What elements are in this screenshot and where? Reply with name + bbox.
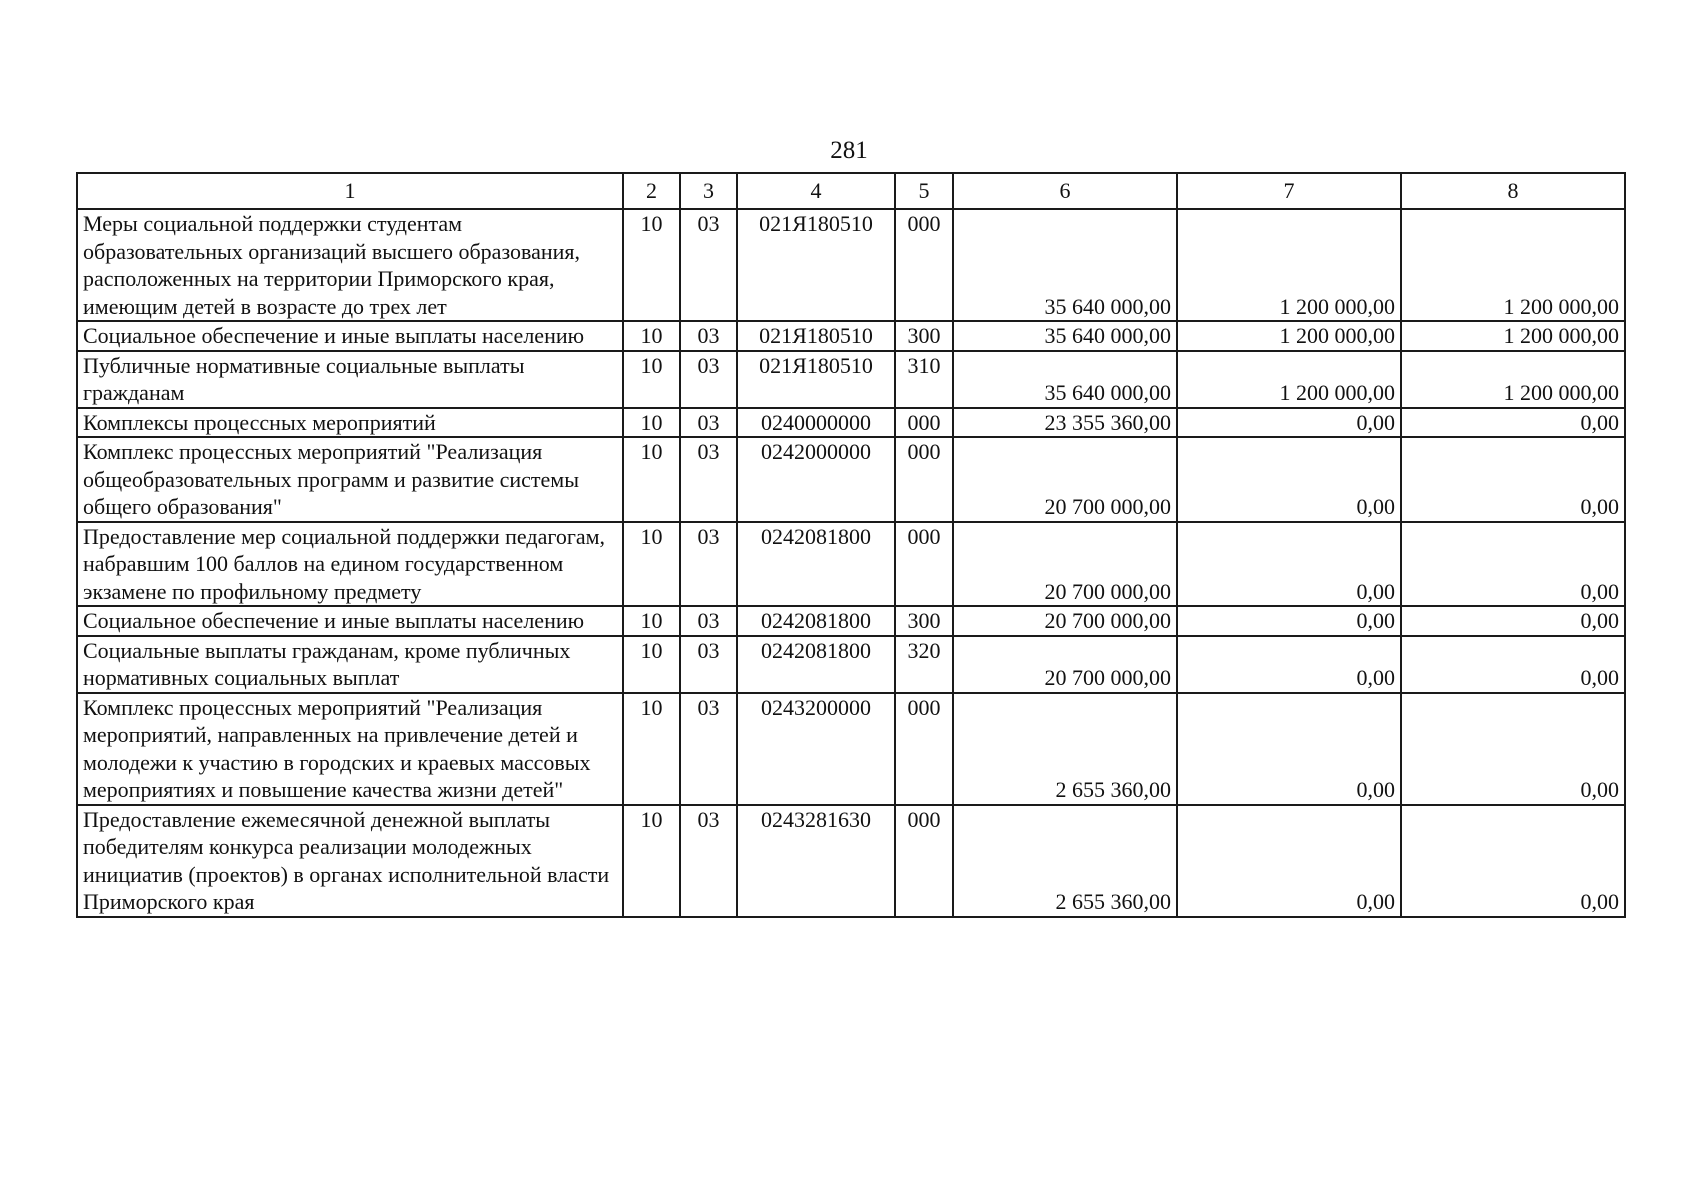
- row-expense-type: 320: [895, 636, 953, 693]
- row-amount-7: 0,00: [1177, 636, 1401, 693]
- row-section: 10: [623, 522, 680, 607]
- row-subsection: 03: [680, 636, 737, 693]
- row-amount-8: 0,00: [1401, 522, 1625, 607]
- row-name: Меры социальной поддержки студентам образовательных организаций высшего образования, расположенных на территории Приморского края, имеющим детей в возрасте до трех лет: [77, 209, 623, 321]
- row-target-article: 0242081800: [737, 522, 895, 607]
- row-amount-8: 0,00: [1401, 636, 1625, 693]
- row-expense-type: 000: [895, 437, 953, 522]
- row-subsection: 03: [680, 408, 737, 438]
- row-subsection: 03: [680, 805, 737, 917]
- row-amount-8: 1 200 000,00: [1401, 351, 1625, 408]
- row-name: Социальное обеспечение и иные выплаты населению: [77, 321, 623, 351]
- row-expense-type: 300: [895, 321, 953, 351]
- row-section: 10: [623, 437, 680, 522]
- column-header: 7: [1177, 173, 1401, 209]
- row-amount-7: 0,00: [1177, 437, 1401, 522]
- table-row: [77, 636, 1625, 693]
- row-amount-7: 1 200 000,00: [1177, 321, 1401, 351]
- row-amount-6: 35 640 000,00: [953, 209, 1177, 321]
- row-amount-7: 0,00: [1177, 522, 1401, 607]
- table-row: [77, 321, 1625, 351]
- row-amount-6: 2 655 360,00: [953, 805, 1177, 917]
- row-expense-type: 000: [895, 522, 953, 607]
- row-target-article: 0242081800: [737, 606, 895, 636]
- row-target-article: 021Я180510: [737, 321, 895, 351]
- row-name: Комплекс процессных мероприятий "Реализация мероприятий, направленных на привлечение детей и молодежи к участию в городских и краевых массовых мероприятиях и повышение качества жизни детей": [77, 693, 623, 805]
- row-name: Социальное обеспечение и иные выплаты населению: [77, 606, 623, 636]
- row-subsection: 03: [680, 321, 737, 351]
- table-row: [77, 351, 1625, 408]
- row-name: Комплексы процессных мероприятий: [77, 408, 623, 438]
- row-amount-6: 35 640 000,00: [953, 351, 1177, 408]
- row-section: 10: [623, 606, 680, 636]
- row-target-article: 0240000000: [737, 408, 895, 438]
- row-amount-7: 1 200 000,00: [1177, 209, 1401, 321]
- row-subsection: 03: [680, 606, 737, 636]
- row-amount-7: 0,00: [1177, 805, 1401, 917]
- column-header: 8: [1401, 173, 1625, 209]
- row-section: 10: [623, 408, 680, 438]
- table-row: [77, 606, 1625, 636]
- row-subsection: 03: [680, 351, 737, 408]
- row-amount-6: 23 355 360,00: [953, 408, 1177, 438]
- table-row: [77, 437, 1625, 522]
- row-section: 10: [623, 805, 680, 917]
- row-amount-6: 20 700 000,00: [953, 522, 1177, 607]
- column-header: 1: [77, 173, 623, 209]
- table-row: [77, 522, 1625, 607]
- row-amount-8: 1 200 000,00: [1401, 321, 1625, 351]
- row-amount-6: 35 640 000,00: [953, 321, 1177, 351]
- row-expense-type: 000: [895, 209, 953, 321]
- row-target-article: 0242081800: [737, 636, 895, 693]
- row-name: Предоставление ежемесячной денежной выплаты победителям конкурса реализации молодежных инициатив (проектов) в органах исполнительной власти Приморского края: [77, 805, 623, 917]
- column-header: 2: [623, 173, 680, 209]
- row-target-article: 0242000000: [737, 437, 895, 522]
- row-amount-7: 0,00: [1177, 408, 1401, 438]
- column-header: 6: [953, 173, 1177, 209]
- row-amount-8: 0,00: [1401, 437, 1625, 522]
- budget-table: [76, 172, 1626, 918]
- row-amount-6: 20 700 000,00: [953, 606, 1177, 636]
- row-amount-7: 0,00: [1177, 606, 1401, 636]
- row-amount-8: 0,00: [1401, 606, 1625, 636]
- row-expense-type: 310: [895, 351, 953, 408]
- row-target-article: 021Я180510: [737, 209, 895, 321]
- row-amount-6: 20 700 000,00: [953, 636, 1177, 693]
- column-header: 3: [680, 173, 737, 209]
- table-row: [77, 408, 1625, 438]
- row-expense-type: 000: [895, 805, 953, 917]
- row-amount-8: 0,00: [1401, 693, 1625, 805]
- row-expense-type: 300: [895, 606, 953, 636]
- row-section: 10: [623, 693, 680, 805]
- row-target-article: 0243200000: [737, 693, 895, 805]
- row-expense-type: 000: [895, 693, 953, 805]
- row-section: 10: [623, 209, 680, 321]
- row-amount-8: 0,00: [1401, 408, 1625, 438]
- row-name: Комплекс процессных мероприятий "Реализация общеобразовательных программ и развитие системы общего образования": [77, 437, 623, 522]
- row-subsection: 03: [680, 209, 737, 321]
- row-section: 10: [623, 351, 680, 408]
- row-amount-8: 1 200 000,00: [1401, 209, 1625, 321]
- page-number: 281: [830, 137, 868, 164]
- row-target-article: 0243281630: [737, 805, 895, 917]
- row-amount-7: 0,00: [1177, 693, 1401, 805]
- table-row: [77, 209, 1625, 321]
- table-row: [77, 693, 1625, 805]
- row-name: Публичные нормативные социальные выплаты гражданам: [77, 351, 623, 408]
- row-target-article: 021Я180510: [737, 351, 895, 408]
- row-amount-6: 2 655 360,00: [953, 693, 1177, 805]
- row-amount-7: 1 200 000,00: [1177, 351, 1401, 408]
- row-name: Предоставление мер социальной поддержки педагогам, набравшим 100 баллов на едином государственном экзамене по профильному предмету: [77, 522, 623, 607]
- column-header: 5: [895, 173, 953, 209]
- row-subsection: 03: [680, 437, 737, 522]
- column-header: 4: [737, 173, 895, 209]
- row-section: 10: [623, 321, 680, 351]
- row-subsection: 03: [680, 522, 737, 607]
- row-subsection: 03: [680, 693, 737, 805]
- row-amount-8: 0,00: [1401, 805, 1625, 917]
- row-section: 10: [623, 636, 680, 693]
- row-expense-type: 000: [895, 408, 953, 438]
- row-amount-6: 20 700 000,00: [953, 437, 1177, 522]
- header-row: [77, 173, 1625, 209]
- row-name: Социальные выплаты гражданам, кроме публичных нормативных социальных выплат: [77, 636, 623, 693]
- table-row: [77, 805, 1625, 917]
